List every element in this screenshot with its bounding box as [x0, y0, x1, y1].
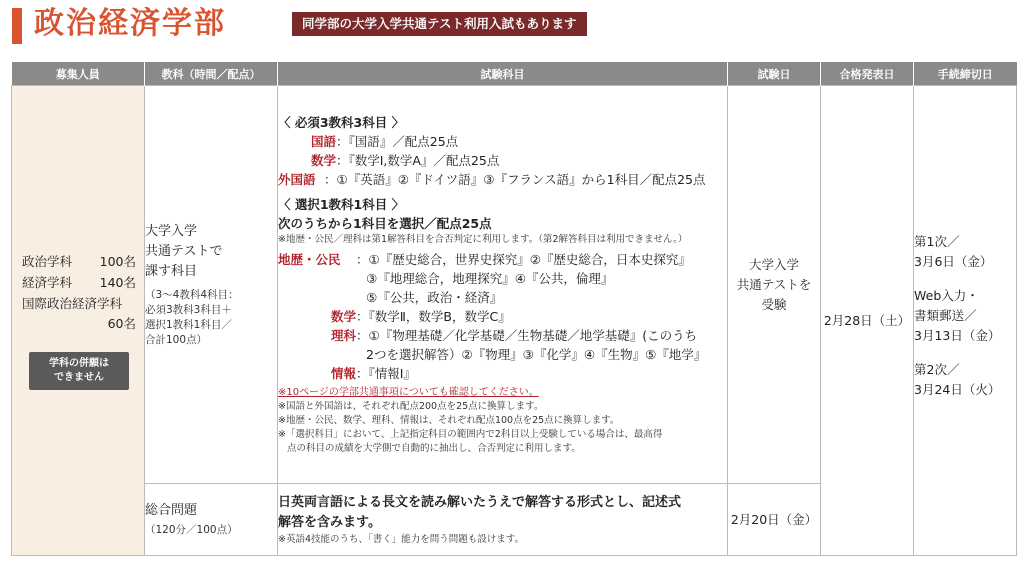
- exam-date-cell-common-test: 大学入学 共通テストを 受験: [728, 86, 821, 484]
- exam-subjects-cell-sougou: 日英両言語による長文を読み解いたうえで解答する形式とし、記述式 解答を含みます。 ※英語4技能のうち、「書く」能力を問う問題も設けます。: [278, 484, 728, 556]
- select-note: ※地歴・公民／理科は第1解答科目を合否判定に利用します。（第2解答科目は利用できません。）: [278, 234, 688, 245]
- gaikokugo-row: 外国語 ：①『英語』②『ドイツ語』③『フランス語』から1科目／配点25点: [278, 172, 706, 187]
- rika-row: 理科：①『物理基礎／化学基礎／生物基礎／地学基礎』(このうち: [330, 328, 698, 343]
- page-title: 政治経済学部: [34, 6, 226, 41]
- chireki-row-3: ⑤『公共，政治・経済』: [366, 290, 503, 305]
- exam-date-cell-sougou: 2月20日（金）: [728, 484, 821, 556]
- exam-table: [11, 62, 1017, 556]
- deadline-cell: [914, 86, 1017, 556]
- col-header-deadline: 手続締切日: [914, 62, 1017, 86]
- writing-note: ※英語4技能のうち、「書く」能力を問う問題も設けます。: [278, 533, 524, 545]
- notice-badge: 同学部の大学入学共通テスト利用入試もあります: [292, 12, 587, 36]
- result-date-cell: 2月28日（土）: [821, 86, 914, 556]
- chireki-row-2: ③『地理総合，地理探究』④『公共，倫理』: [366, 271, 614, 286]
- combine-warning-badge: 学科の併願は できません: [29, 352, 129, 390]
- select-heading: 〈 選択1教科1科目 〉: [278, 197, 405, 212]
- required-heading: 〈 必須3教科3科目 〉: [278, 115, 405, 130]
- selection-note-1: ※「選択科目」において、上記指定科目の範囲内で2科目以上受験している場合は、最高得: [278, 429, 663, 440]
- subject-cell-sougou: 総合問題 （120分／100点）: [145, 484, 278, 556]
- deadline-first: 第1次／ 3月6日（金）: [914, 233, 993, 269]
- table-row: [12, 86, 1017, 484]
- rika-row-2: 2つを選択解答）②『物理』③『化学』④『生物』⑤『地学』: [366, 347, 707, 362]
- recruitment-cell: [12, 86, 145, 556]
- sugaku2-row: 数学：『数学Ⅱ，数学B，数学C』: [330, 309, 511, 324]
- recruit-item: 経済学科 140名: [22, 275, 136, 290]
- col-header-exam-subjects: 試験科目: [278, 62, 728, 86]
- conversion-note-2: ※地歴・公民、数学、理科、情報は、それぞれ配点100点を25点に換算します。: [278, 415, 620, 426]
- joho-row: 情報：『情報Ⅰ』: [330, 366, 416, 381]
- common-items-link[interactable]: ※10ページの学部共通事項についても確認してください。: [278, 387, 539, 398]
- conversion-note-1: ※国語と外国語は、それぞれ配点200点を25点に換算します。: [278, 401, 544, 412]
- subject-note: （3〜4教科4科目： 必須3教科3科目＋ 選択1教科1科目／ 合計100点）: [145, 288, 239, 346]
- title-accent-bar: [12, 8, 22, 44]
- recruit-intl-count: 60名: [107, 316, 136, 331]
- recruit-item: 政治学科 100名: [22, 254, 136, 269]
- col-header-result-date: 合格発表日: [821, 62, 914, 86]
- col-header-recruitment: 募集人員: [12, 62, 145, 86]
- deadline-web: Web入力・ 書類郵送／ 3月13日（金）: [914, 287, 1001, 343]
- table-header-row: [12, 62, 1017, 86]
- col-header-subject: 教科（時間／配点）: [145, 62, 278, 86]
- subject-cell-common-test: 大学入学 共通テストで 課す科目 （3〜4教科4科目： 必須3教科3科目＋ 選択1教科1科目／ 合計100点）: [145, 86, 278, 484]
- recruit-item-intl: 国際政治経済学科: [22, 296, 123, 311]
- col-header-exam-date: 試験日: [728, 62, 821, 86]
- sugaku-row: 数学：『数学Ⅰ,数学A』／配点25点: [310, 153, 500, 168]
- chireki-row: 地歴・公民 ：①『歴史総合，世界史探究』②『歴史総合，日本史探究』: [278, 252, 691, 267]
- select-subheading: 次のうちから1科目を選択／配点25点: [278, 216, 492, 231]
- deadline-second: 第2次／ 3月24日（火）: [914, 361, 1001, 397]
- selection-note-2: 点の科目の成績を大学側で自動的に抽出し、合否判定に利用します。: [287, 443, 581, 454]
- exam-subjects-cell: [278, 86, 728, 484]
- kokugo-row: 国語：『国語』／配点25点: [310, 134, 459, 149]
